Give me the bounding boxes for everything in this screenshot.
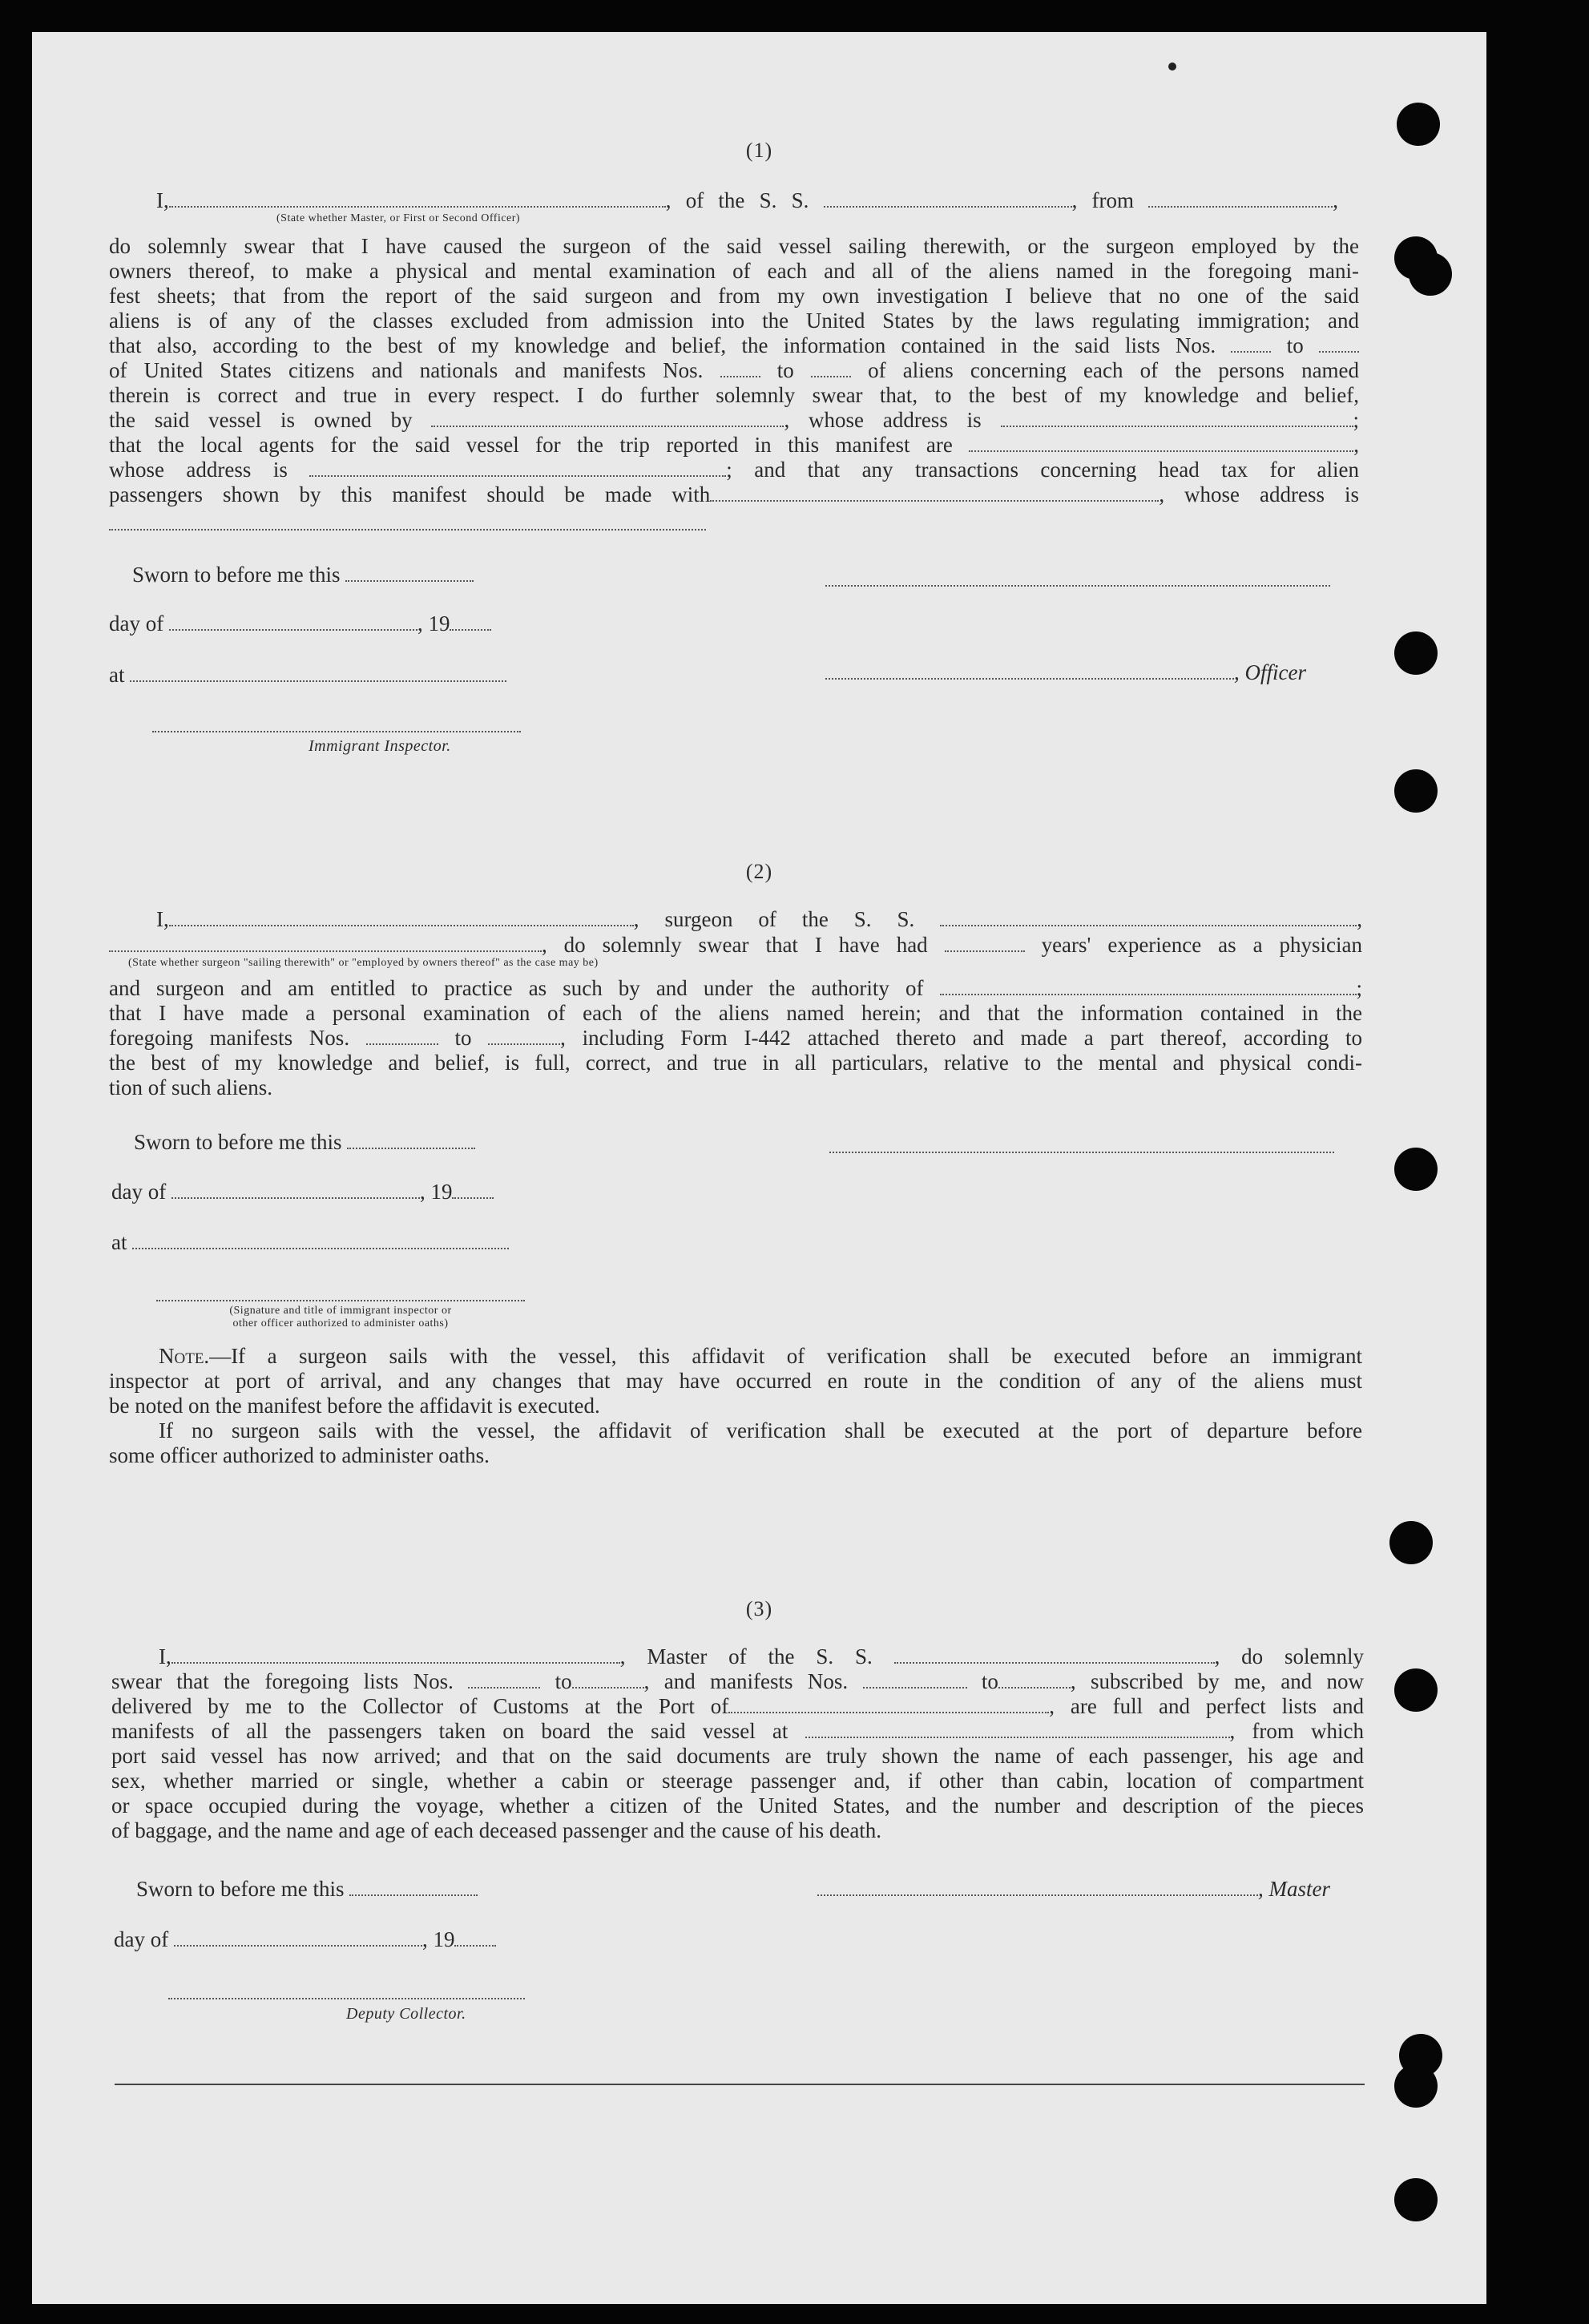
text: , [1357, 907, 1363, 931]
owner-address-field[interactable] [1001, 408, 1353, 427]
section-2-line [109, 976, 1362, 1001]
at-label [109, 663, 506, 688]
punch-hole [1394, 2178, 1438, 2221]
punch-hole [1394, 1148, 1438, 1191]
text: Sworn to before me this [134, 1130, 342, 1154]
text: , subscribed by me, and now [1070, 1669, 1365, 1693]
officer-name-field[interactable] [825, 660, 1234, 680]
sworn-day-field[interactable] [345, 563, 474, 582]
at-label [111, 1230, 509, 1255]
day-of-label [109, 611, 491, 636]
section-1-line [109, 433, 1359, 458]
surgeon-status-field[interactable] [109, 933, 542, 952]
section-1-line: aliens is of any of the classes excluded from admission into the United States by the laws regulating immigration; and [109, 309, 1359, 333]
section-2-line: tion of such aliens. [109, 1075, 272, 1099]
text: , and manifests Nos. [643, 1669, 849, 1693]
text: to [1286, 333, 1304, 357]
text: years' experience as a physician [1041, 933, 1362, 957]
section-2-oath-line [156, 907, 1362, 932]
year-field[interactable] [450, 611, 491, 631]
manifest-no-from-field[interactable] [720, 358, 760, 377]
text: that also, according to the best of my knowledge and belief, the information contained in the said lists Nos. [109, 333, 1216, 357]
text: ; and that any transactions concerning head tax for alien [726, 458, 1359, 482]
year-field[interactable] [454, 1927, 496, 1947]
signature-caption: other officer authorized to administer oaths) [232, 1317, 449, 1329]
punch-hole [1397, 103, 1440, 146]
day-of-label [111, 1180, 494, 1204]
text: , are full and perfect lists and [1049, 1694, 1364, 1718]
section-2-line: the best of my knowledge and belief, is full, correct, and true in all particulars, relative to the mental and physical condi- [109, 1051, 1362, 1075]
note-line: If no surgeon sails with the vessel, the affidavit of verification shall be executed at the port of departure before [159, 1418, 1362, 1442]
text: , 19 [419, 1180, 453, 1204]
inspector-title: Immigrant Inspector. [309, 737, 451, 755]
master-signature-label [817, 1877, 1330, 1902]
note-line: some officer authorized to administer oaths. [109, 1443, 490, 1467]
manifest-no-to-field[interactable] [811, 358, 851, 377]
text: delivered by me to the Collector of Customs at the Port of [111, 1694, 729, 1718]
license-authority-field[interactable] [940, 976, 1357, 995]
collector-title: Deputy Collector. [346, 2005, 466, 2023]
surgeon-manifest-to-field[interactable] [488, 1026, 560, 1045]
note-line: be noted on the manifest before the affidavit is executed. [109, 1394, 600, 1418]
punch-hole [1394, 631, 1438, 675]
list-no-from-field[interactable] [1231, 333, 1271, 353]
text: , surgeon of the S. S. [633, 907, 915, 931]
text: , 19 [421, 1927, 455, 1951]
signature-caption: (Signature and title of immigrant inspector or [229, 1305, 452, 1317]
section-1-line [109, 458, 1359, 482]
section-2-number: (2) [745, 860, 773, 883]
punch-hole [1394, 1668, 1438, 1712]
text: at [109, 663, 125, 687]
text: , including Form I-442 attached thereto and made a part thereof, according to [560, 1026, 1363, 1050]
section-1-line: therein is correct and true in every respect. I do further solemnly swear that, to the best of my knowledge and belief, [109, 383, 1359, 407]
text: , [1333, 188, 1339, 212]
master-signature-field[interactable] [817, 1877, 1258, 1896]
text: , do solemnly [1214, 1644, 1365, 1668]
inspector-signature-line[interactable] [152, 731, 521, 732]
master-manifest-from-field[interactable] [863, 1669, 967, 1689]
section-1-line [109, 408, 1359, 433]
surgeon-signature-line[interactable] [829, 1152, 1334, 1153]
text: , Master [1258, 1877, 1330, 1901]
text: I, [156, 907, 169, 931]
section-3-line: sex, whether married or single, whether a cabin or steerage passenger and, if other than cabin, location of compartment [111, 1769, 1364, 1793]
section-1-line [109, 333, 1359, 358]
year-field[interactable] [452, 1180, 494, 1199]
month-field[interactable] [171, 1180, 420, 1199]
section-1-line: owners thereof, to make a physical and mental examination of each and all of the aliens named in the foregoing mani- [109, 259, 1359, 283]
years-experience-field[interactable] [945, 933, 1025, 952]
section-3-line: of baggage, and the name and age of each deceased passenger and the cause of his death. [111, 1818, 882, 1842]
month-field[interactable] [174, 1927, 422, 1947]
section-3-line [111, 1719, 1364, 1744]
text: and surgeon and am entitled to practice as such by and under the authority of [109, 976, 924, 1000]
text: day of [114, 1927, 169, 1951]
section-1-line [109, 482, 1359, 507]
section-1-line [109, 358, 1359, 383]
local-agents-field[interactable] [969, 433, 1353, 452]
section-1-oath-line [156, 188, 1338, 213]
sworn-label [132, 563, 474, 587]
text: I, [156, 188, 169, 212]
text: , Master of the S. S. [619, 1644, 873, 1668]
text: , 19 [417, 611, 450, 635]
section-3-oath-line [159, 1644, 1364, 1669]
text: to [776, 358, 794, 382]
sworn-day-field[interactable] [349, 1877, 478, 1896]
officer-caption: (State whether Master, or First or Second Officer) [276, 212, 521, 224]
section-1-line: fest sheets; that from the report of the said surgeon and from my own investigation I believe that no one of the said [109, 284, 1359, 308]
place-field[interactable] [130, 663, 506, 682]
officer-signature-line[interactable] [825, 585, 1330, 587]
text: , [1353, 433, 1360, 457]
form-page [32, 32, 1486, 2304]
text: , from [1071, 188, 1135, 212]
master-list-to-field[interactable] [572, 1669, 644, 1689]
text: at [111, 1230, 127, 1254]
stray-mark [1168, 63, 1176, 71]
text: , Officer [1234, 660, 1306, 684]
surgeon-vessel-field[interactable] [940, 907, 1357, 926]
sworn-label [134, 1130, 475, 1155]
embarkation-port-field[interactable] [805, 1719, 1230, 1738]
master-list-from-field[interactable] [468, 1669, 540, 1689]
punch-hole [1394, 2064, 1438, 2108]
section-2-oath-line [109, 933, 1362, 958]
inspector-signature-line[interactable] [156, 1300, 525, 1301]
vessel-owner-field[interactable] [431, 408, 784, 427]
text: , of the S. S. [665, 188, 809, 212]
text: , whose address is [784, 408, 982, 432]
text: Sworn to before me this [132, 563, 341, 587]
text: the said vessel is owned by [109, 408, 413, 432]
officer-rank-field[interactable] [169, 188, 666, 208]
master-manifest-to-field[interactable] [998, 1669, 1071, 1689]
text: manifests of all the passengers taken on board the said vessel at [111, 1719, 788, 1743]
text: of United States citizens and nationals and manifests Nos. [109, 358, 704, 382]
section-2-line [109, 1026, 1362, 1051]
head-tax-address-field[interactable] [109, 529, 706, 531]
section-3-line: port said vessel has now arrived; and that on the said documents are truly shown the name of each passenger, his age and [111, 1744, 1364, 1768]
text: whose address is [109, 458, 288, 482]
text: Sworn to before me this [136, 1877, 345, 1901]
collector-signature-line[interactable] [168, 1998, 525, 1999]
section-3-line: or space occupied during the voyage, whether a citizen of the United States, and the number and description of the pieces [111, 1793, 1364, 1818]
text: to [454, 1026, 472, 1050]
sworn-day-field[interactable] [347, 1130, 475, 1149]
note-label: Note. [159, 1344, 210, 1368]
text: swear that the foregoing lists Nos. [111, 1669, 454, 1693]
agents-address-field[interactable] [309, 458, 726, 477]
section-3-number: (3) [745, 1597, 773, 1620]
head-tax-contact-field[interactable] [710, 482, 1159, 502]
vessel-name-field[interactable] [824, 188, 1072, 208]
text: , do solemnly swear that I have had [542, 933, 928, 957]
text: to [981, 1669, 998, 1693]
section-3-line [111, 1694, 1364, 1719]
text: day of [111, 1180, 167, 1204]
day-of-label [114, 1927, 496, 1952]
text: to [555, 1669, 572, 1693]
month-field[interactable] [169, 611, 417, 631]
port-from-field[interactable] [1148, 188, 1333, 208]
sworn-label [136, 1877, 478, 1902]
punch-hole [1389, 1521, 1433, 1564]
bottom-rule [115, 2084, 1365, 2085]
text: of aliens concerning each of the persons named [868, 358, 1360, 382]
text: ; [1356, 976, 1363, 1000]
master-vessel-field[interactable] [894, 1644, 1215, 1664]
text: passengers shown by this manifest should be made with [109, 482, 711, 506]
punch-hole [1409, 252, 1452, 296]
section-3-line [111, 1669, 1364, 1694]
section-1-number: (1) [745, 139, 773, 162]
master-name-field[interactable] [171, 1644, 620, 1664]
text: —If a surgeon sails with the vessel, this affidavit of verification shall be executed before an immigrant [209, 1344, 1362, 1368]
text: ; [1353, 408, 1360, 432]
surgeon-name-field[interactable] [169, 907, 634, 926]
text: that the local agents for the said vessel for the trip reported in this manifest are [109, 433, 953, 457]
text: foregoing manifests Nos. [109, 1026, 350, 1050]
surgeon-caption: (State whether surgeon "sailing therewith" or "employed by owners thereof" as the case may be) [128, 957, 599, 969]
note-line: inspector at port of arrival, and any changes that may have occurred en route in the condition of any of the aliens must [109, 1369, 1362, 1393]
section-1-line: do solemnly swear that I have caused the surgeon of the said vessel sailing therewith, or the surgeon employed by the [109, 234, 1359, 258]
surgeon-manifest-from-field[interactable] [366, 1026, 438, 1045]
text: , from which [1229, 1719, 1364, 1743]
officer-name-label [825, 660, 1306, 685]
text: , whose address is [1159, 482, 1359, 506]
text: I, [159, 1644, 171, 1668]
text: day of [109, 611, 164, 635]
customs-port-field[interactable] [728, 1694, 1049, 1713]
note-line [159, 1344, 1362, 1369]
punch-hole [1394, 769, 1438, 813]
section-2-line: that I have made a personal examination of each of the aliens named herein; and that the information contained in the [109, 1001, 1362, 1025]
list-no-to-field[interactable] [1319, 333, 1359, 353]
place-field[interactable] [132, 1230, 509, 1249]
